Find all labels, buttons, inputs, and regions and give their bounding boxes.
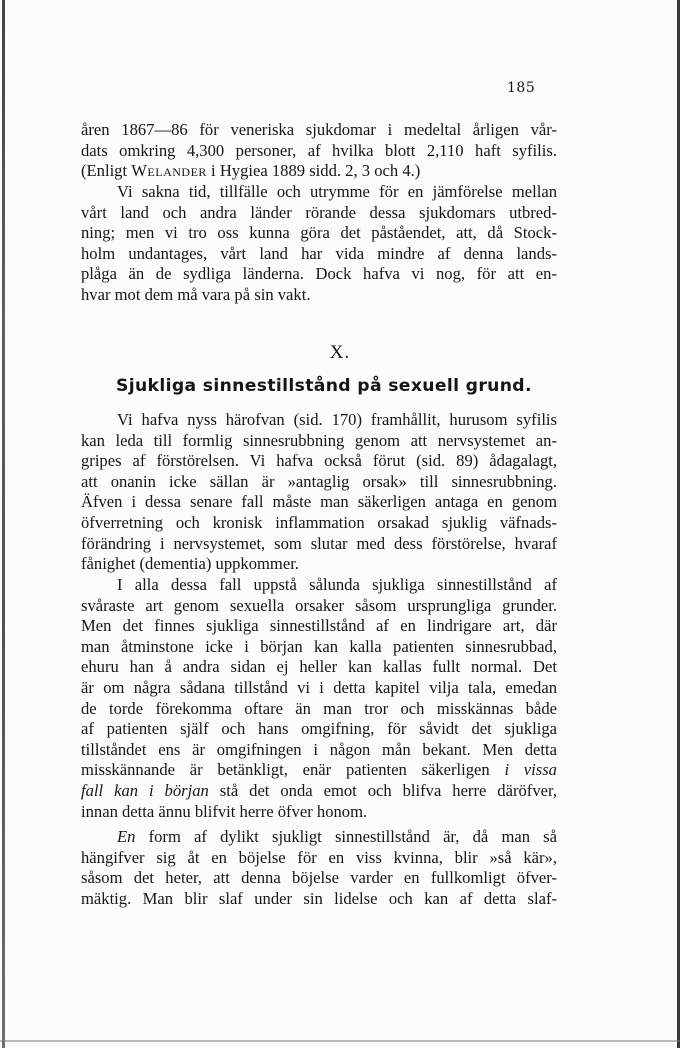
text-line: af patienten själf och hans omgifning, för såvidt det sjukliga [81, 719, 557, 739]
text-line: holm undantages, vårt land har vida mindre af denna lands- [81, 243, 557, 263]
text-line: svåraste art genom sexuella orsaker såsom ursprungliga grunder. [81, 595, 557, 615]
text-line: (Enligt Welander i Hygiea 1889 sidd. 2, 3 och 4.) [81, 161, 421, 181]
text-line: plåga än de sydliga länderna. Dock hafva vi nog, för att en- [81, 264, 557, 284]
text-line: En form af dylikt sjukligt sinnestillstånd är, då man så [117, 827, 557, 846]
emphasis-text: i vissa [504, 760, 557, 780]
text-line: man åtminstone icke i början kan kalla patienten sinnesrubbad, [81, 636, 557, 656]
text-line: I alla dessa fall uppstå sålunda sjukliga sinnestillstånd af [117, 575, 557, 594]
text-line: ning; men vi tro oss kunna göra det påståendet, att, då Stock- [81, 223, 557, 243]
text-line: Men det finnes sjukliga sinnestillstånd af en lindrigare art, där [81, 616, 557, 636]
paragraph-syphilis-onanism [81, 410, 557, 575]
text-line: dats omkring 4,300 personer, af hvilka blott 2,110 haft syfilis. [81, 140, 557, 160]
text-line: tillståndet ens är omgifningen i någon mån bekant. Men detta [81, 739, 557, 759]
text-line: hvar mot dem må vara på sin vakt. [81, 284, 311, 304]
emphasis-text: En [117, 827, 136, 846]
text-line: åren 1867—86 för veneriska sjukdomar i medeltal årligen vår- [81, 120, 557, 139]
text-line: gripes af förstörelsen. Vi hafva också förut (sid. 89) ådagalagt, [81, 451, 557, 471]
paragraph-milder-states [81, 575, 557, 822]
text-line: innan detta ännu blifvit herre öfver honom. [81, 801, 368, 821]
text-line: misskännande är betänkligt, enär patienten säkerligen i vissa [81, 760, 557, 780]
page-number: 185 [507, 80, 536, 96]
text-line: Äfven i dessa senare fall måste man säkerligen antaga en genom [81, 492, 557, 512]
text-line: Vi sakna tid, tillfälle och utrymme för en jämförelse mellan [117, 182, 557, 201]
text-line: fall kan i början stå det onda emot och blifva herre däröfver, [81, 780, 557, 800]
chapter-number: X. [329, 342, 351, 363]
chapter-title: Sjukliga sinnestillstånd på sexuell grund. [116, 376, 532, 396]
text-line: de torde förekomma oftare än man tror och misskännas både [81, 698, 557, 718]
text-line: kan leda till formlig sinnesrubbning genom att nervsystemet an- [81, 430, 557, 450]
author-name: Welander [131, 161, 207, 181]
text-line: hängifver sig åt en böjelse för en viss kvinna, blir »så kär», [81, 847, 557, 867]
paragraph-comparison [81, 182, 557, 306]
scan-left-edge [2, 0, 5, 1048]
text-line: ehuru han å andra sidan ej heller kan kallas fullt normal. Det [81, 657, 557, 677]
text-line: är om några sådana tillstånd vi i detta kapitel vilja tala, emedan [81, 677, 557, 697]
text-line: förändring i nervsystemet, som slutar med dess förstörelse, hvaraf [81, 533, 557, 553]
scan-bottom-edge [0, 1040, 680, 1042]
text-line: fånighet (dementia) uppkommer. [81, 554, 299, 574]
text-line: vårt land och andra länder rörande dessa sjukdomars utbred- [81, 202, 557, 222]
text-line: mäktig. Man blir slaf under sin lidelse och kan af detta slaf- [81, 888, 557, 908]
text-line: att onanin icke sällan är »antaglig orsak» till sinnesrubbning. [81, 471, 557, 491]
text-line: Vi hafva nyss härofvan (sid. 170) framhållit, hurusom syfilis [117, 410, 557, 429]
paragraph-infatuation [81, 827, 557, 909]
paragraph-statistics [81, 120, 557, 182]
text-line: såsom det heter, att denna böjelse varder en fullkomligt öfver- [81, 868, 557, 888]
emphasis-text: fall kan i början [81, 780, 209, 800]
text-line: öfverretning och kronisk inflammation orsakad sjuklig väfnads- [81, 512, 557, 532]
